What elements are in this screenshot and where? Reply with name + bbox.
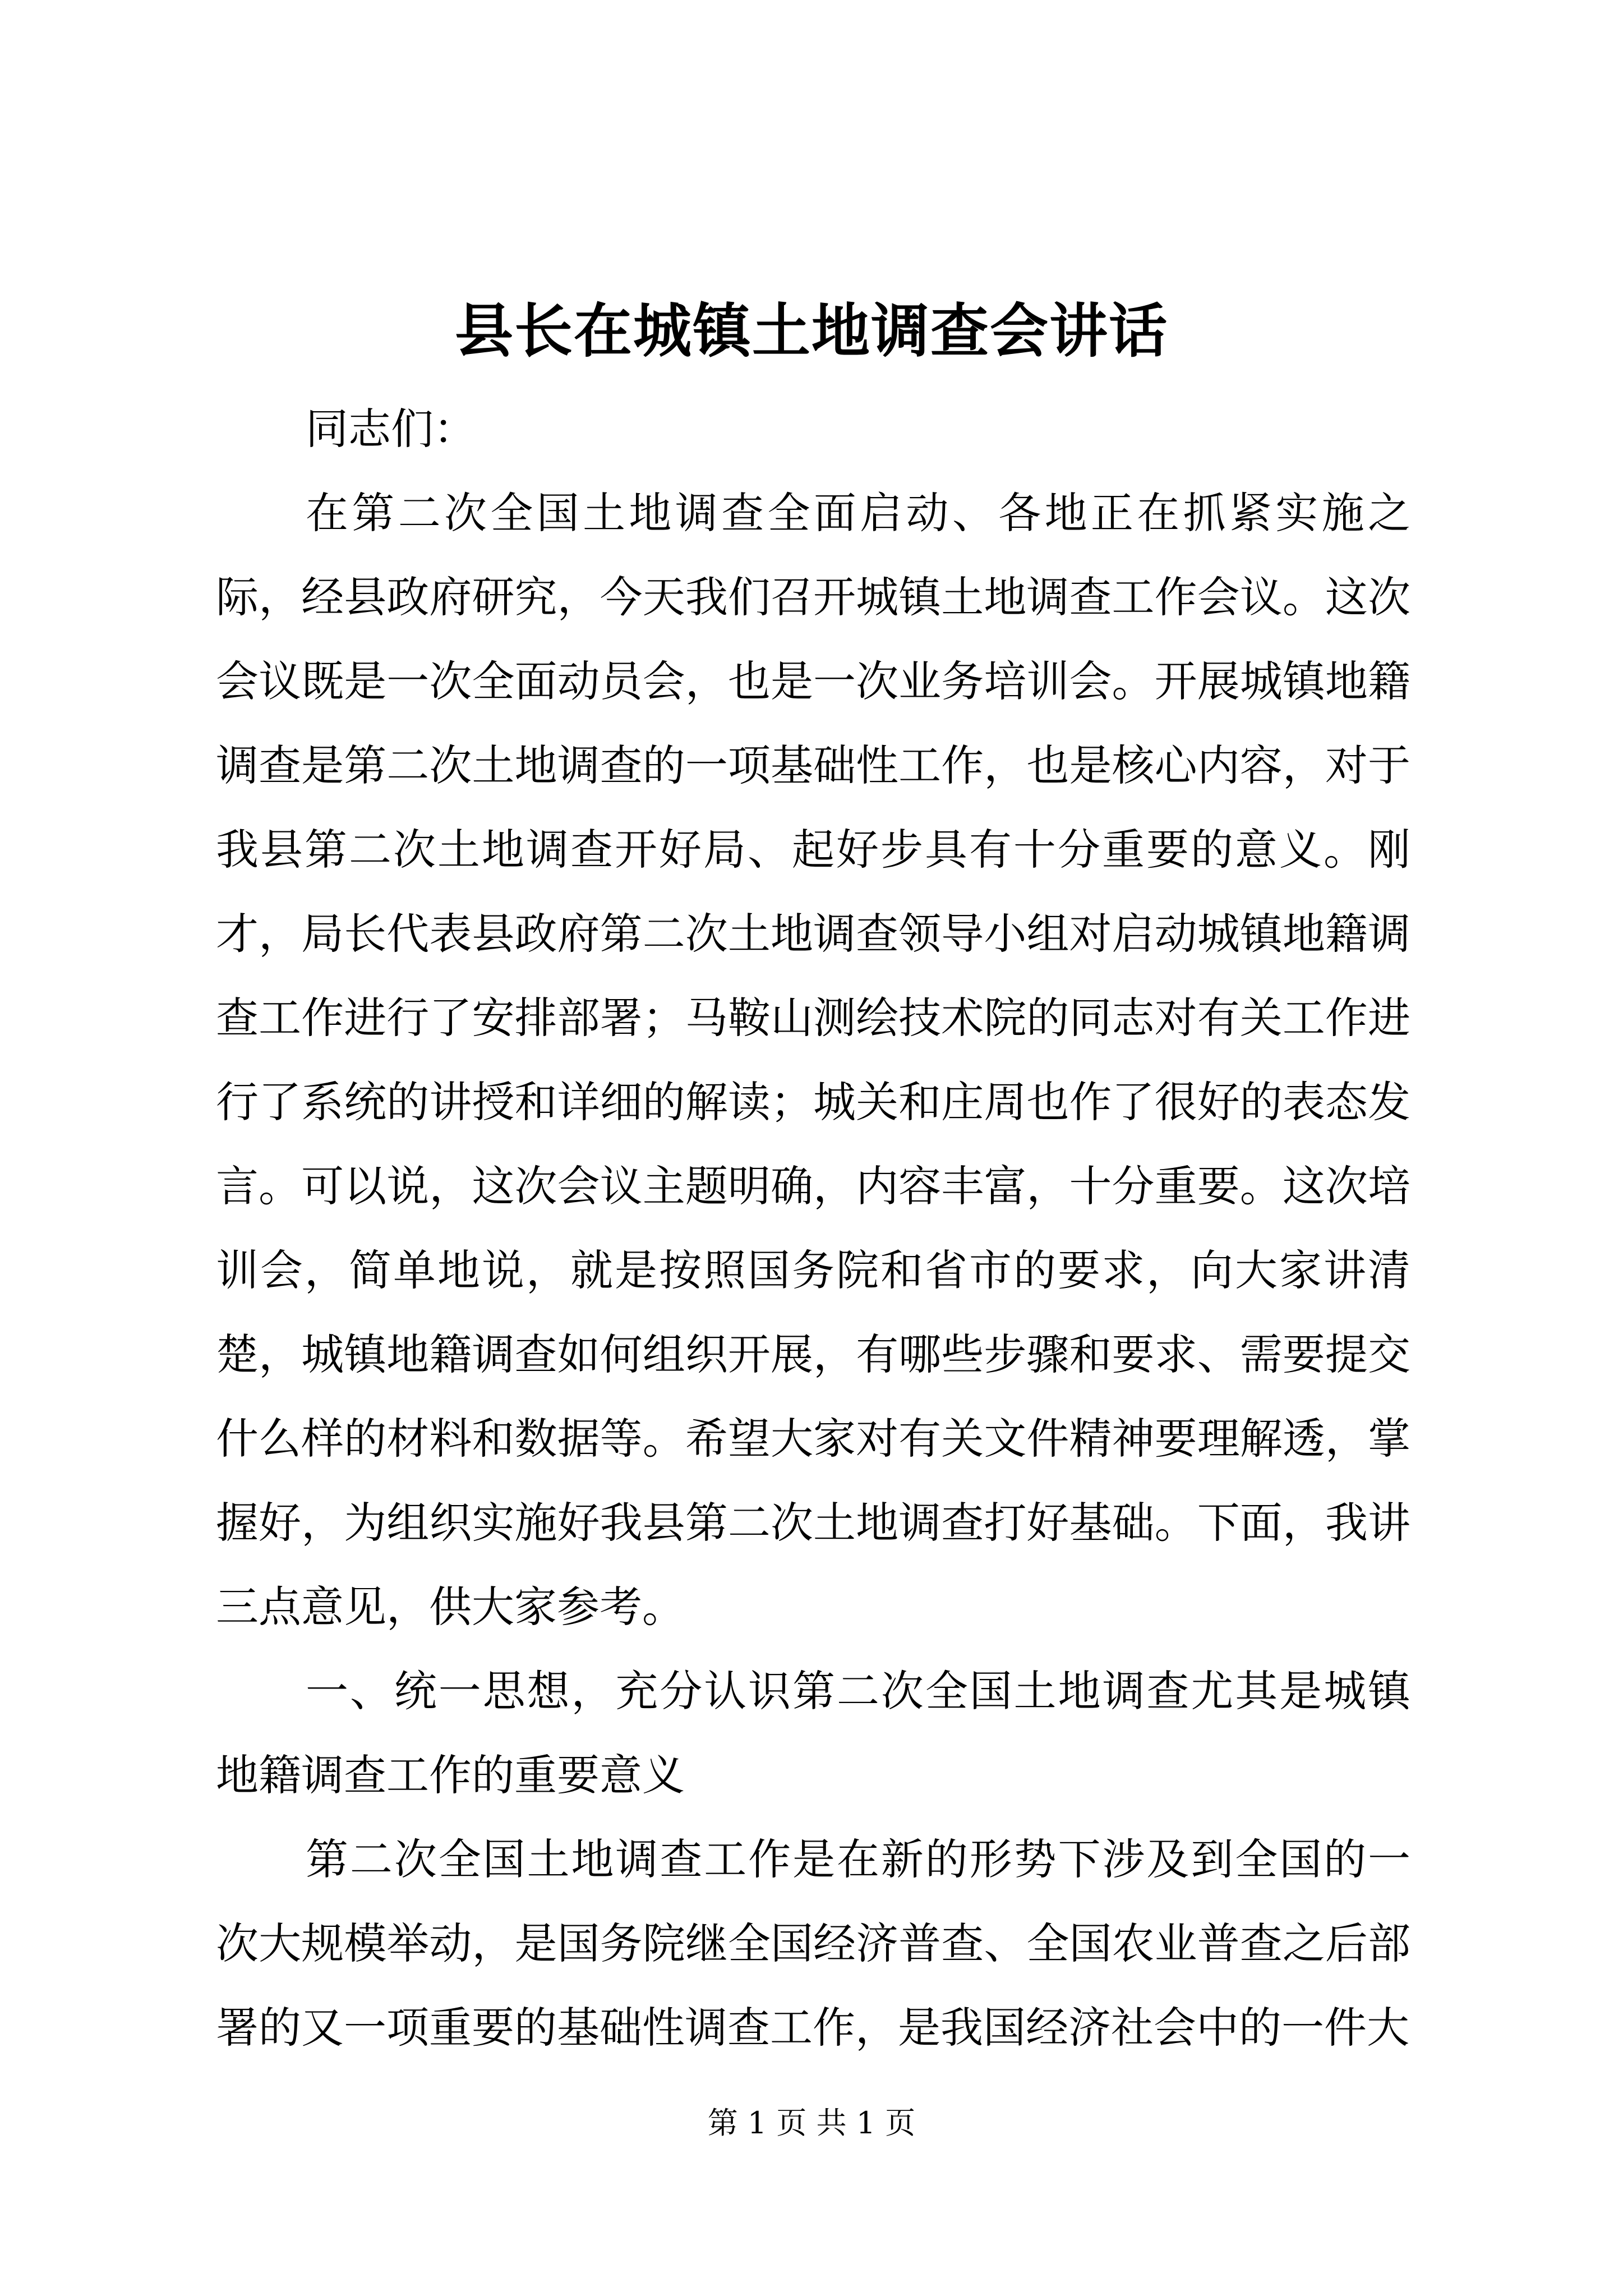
paragraph-section-1: 第二次全国土地调查工作是在新的形势下涉及到全国的一次大规模举动，是国务院继全国经济普查、全国农业普查之后部署的又一项重要的基础性调查工作，是我国经济社会中的一件大 xyxy=(216,1834,1410,2053)
paragraph-intro: 在第二次全国土地调查全面启动、各地正在抓紧实施之际，经县政府研究，今天我们召开城镇土地调查工作会议。这次会议既是一次全面动员会，也是一次业务培训会。开展城镇地籍调查是第二次土地调查的一项基础性工作，也是核心内容，对于我县第二次土地调查开好局、起好步具有十分重要的意义。刚才，局长代表县政府第二次土地调查领导小组对启动城镇地籍调查工作进行了安排部署；马鞍山测绘技术院的同志对有关工作进行了系统的讲授和详细的解读；城关和庄周也作了很好的表态发言。可以说，这次会议主题明确，内容丰富，十分重要。这次培训会，简单地说，就是按照国务院和省市的要求，向大家讲清楚，城镇地籍调查如何组织开展，有哪些步骤和要求、需要提交什么样的材料和数据等。希望大家对有关文件精神要理解透，掌握好，为组织实施好我县第二次土地调查打好基础。下面，我讲三点意见，供大家参考。 xyxy=(216,488,1410,1632)
page-footer: 第 1 页 共 1 页 xyxy=(707,2105,916,2141)
document-title: 县长在城镇土地调查会讲话 xyxy=(454,296,1168,365)
document-body xyxy=(216,387,1410,2070)
salutation: 同志们： xyxy=(306,404,476,454)
section-heading-1: 一、统一思想，充分认识第二次全国土地调查尤其是城镇地籍调查工作的重要意义 xyxy=(216,1666,1410,1800)
